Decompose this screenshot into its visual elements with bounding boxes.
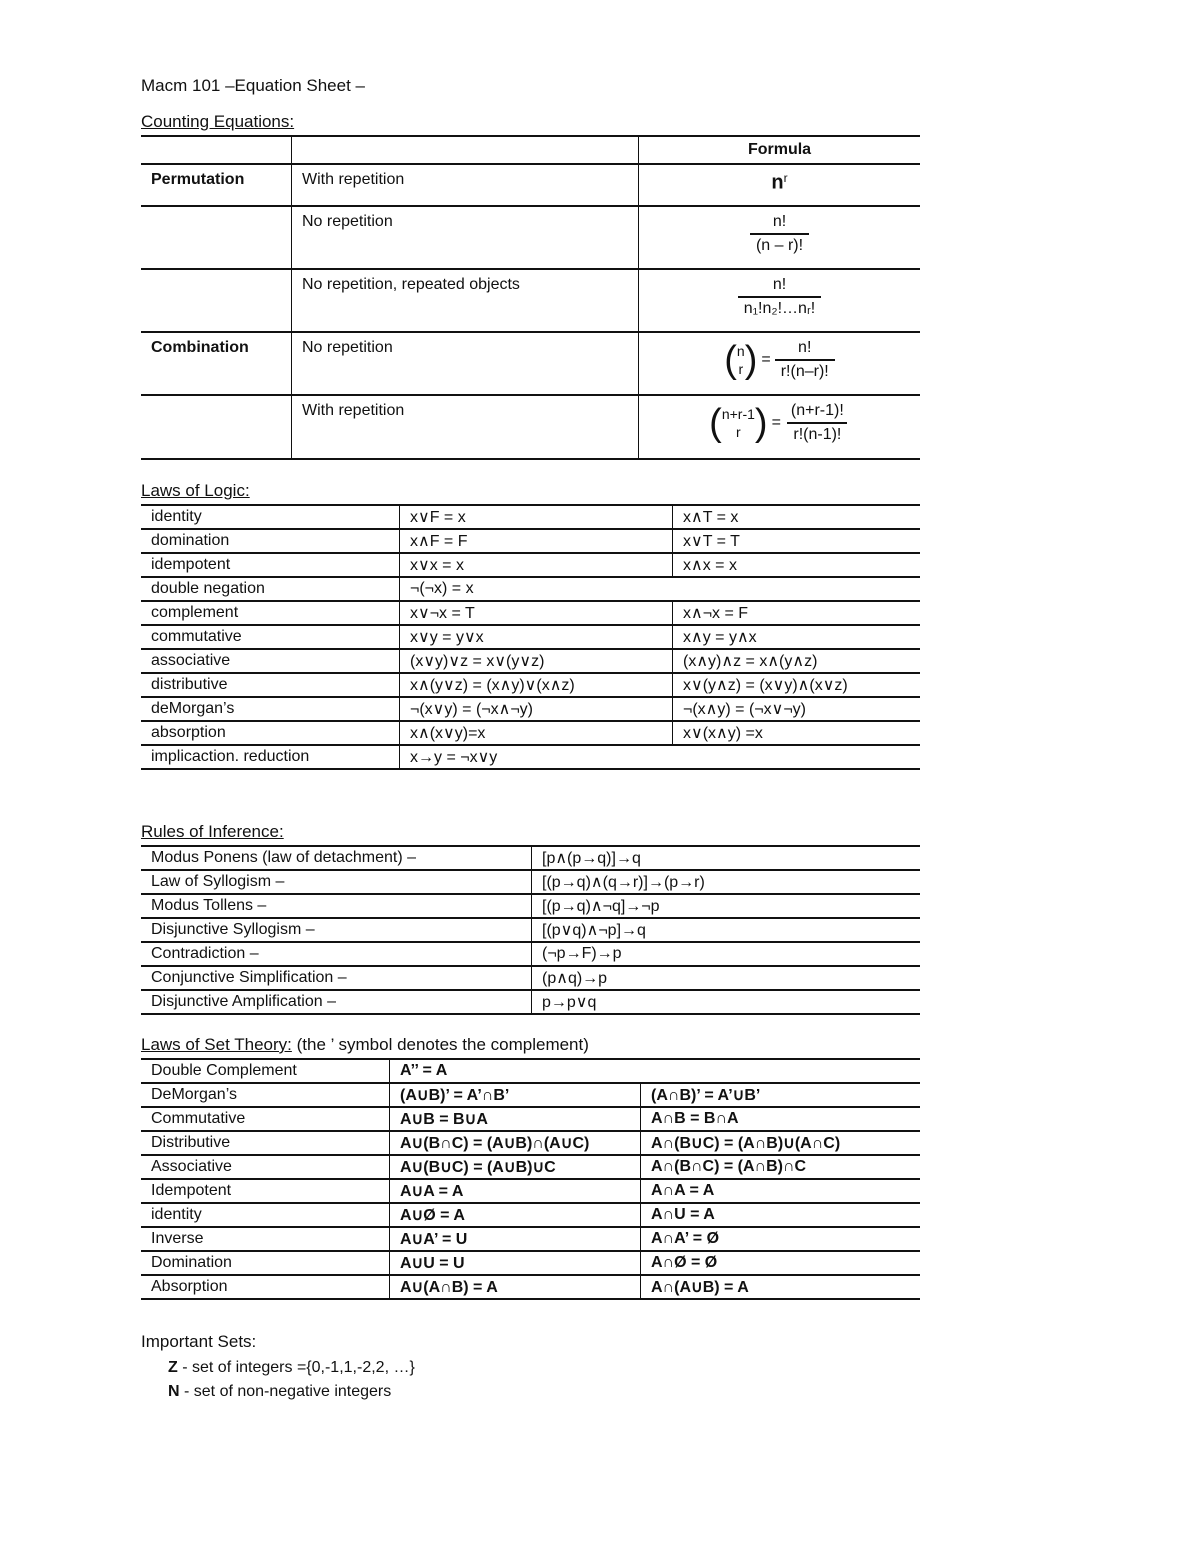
page-title: Macm 101 –Equation Sheet – xyxy=(141,76,365,95)
table-row xyxy=(141,966,920,990)
table-cell: [(p∨q)∧¬p]→q xyxy=(532,918,921,942)
table-cell: x∨(x∧y) =x xyxy=(673,721,921,745)
perm-with-rep-formula: $n^r$ xyxy=(639,164,921,206)
perm-rep-obj-formula: $\frac{n!}{\text{n₁!n₂!…nᵣ!}}$ xyxy=(639,269,921,332)
table-cell: Distributive xyxy=(141,1131,390,1155)
table-cell: A∪(B∪C) = (A∪B)∪C xyxy=(390,1155,641,1179)
table-row xyxy=(141,1059,920,1083)
table-cell: p→p∨q xyxy=(532,990,921,1014)
table-row xyxy=(141,990,920,1014)
table-cell: x∧(x∨y)=x xyxy=(400,721,673,745)
table-cell: Contradiction – xyxy=(141,942,532,966)
perm-no-rep-label: No repetition xyxy=(292,206,639,269)
table-cell: (p∧q)→p xyxy=(532,966,921,990)
table-cell: Inverse xyxy=(141,1227,390,1251)
table-cell: Idempotent xyxy=(141,1179,390,1203)
important-sets-heading: Important Sets: xyxy=(141,1332,257,1351)
perm-rep-obj-label: No repetition, repeated objects xyxy=(292,269,639,332)
perm-no-rep-formula: $\frac{n!}{(n - r)!}$ xyxy=(639,206,921,269)
table-cell: (A∩B)’ = A’∪B’ xyxy=(641,1083,921,1107)
table-cell: A∪U = U xyxy=(390,1251,641,1275)
table-row xyxy=(141,1131,920,1155)
table-row xyxy=(141,601,920,625)
table-cell: distributive xyxy=(141,673,400,697)
table-row xyxy=(141,1227,920,1251)
table-cell: complement xyxy=(141,601,400,625)
perm-with-rep-label: With repetition xyxy=(292,164,639,206)
table-cell: A∪Ø = A xyxy=(390,1203,641,1227)
table-cell: x∧x = x xyxy=(673,553,921,577)
table-cell: x∨(y∧z) = (x∨y)∧(x∨z) xyxy=(673,673,921,697)
table-cell: A∩(B∪C) = (A∩B)∪(A∩C) xyxy=(641,1131,921,1155)
important-sets-list xyxy=(168,1356,415,1404)
table-cell: Domination xyxy=(141,1251,390,1275)
table-cell: Disjunctive Amplification – xyxy=(141,990,532,1014)
table-cell: A∩B = B∩A xyxy=(641,1107,921,1131)
table-cell: idempotent xyxy=(141,553,400,577)
table-cell: Law of Syllogism – xyxy=(141,870,532,894)
table-cell: x∧¬x = F xyxy=(673,601,921,625)
table-cell: x∨y = y∨x xyxy=(400,625,673,649)
table-cell: implicaction. reduction xyxy=(141,745,400,769)
table-cell: associative xyxy=(141,649,400,673)
sets-heading-wrap xyxy=(141,1035,589,1055)
table-cell: ¬(x∨y) = (¬x∧¬y) xyxy=(400,697,673,721)
table-cell: x∨¬x = T xyxy=(400,601,673,625)
table-cell: x∧y = y∧x xyxy=(673,625,921,649)
logic-table xyxy=(141,504,920,770)
table-row xyxy=(141,942,920,966)
table-row xyxy=(141,673,920,697)
comb-no-rep-formula: ( n r ) = $\frac{n!}{r!(n-r)!}$ xyxy=(639,332,921,395)
table-row xyxy=(141,505,920,529)
table-cell: x→y = ¬x∨y xyxy=(400,745,921,769)
combination-label: Combination xyxy=(141,332,292,395)
table-row xyxy=(141,136,920,164)
table-cell: (x∧y)∧z = x∧(y∧z) xyxy=(673,649,921,673)
table-cell: A∪A’ = U xyxy=(390,1227,641,1251)
table-row xyxy=(141,1203,920,1227)
table-cell: commutative xyxy=(141,625,400,649)
table-cell: Modus Tollens – xyxy=(141,894,532,918)
table-row xyxy=(141,553,920,577)
table-row xyxy=(141,745,920,769)
table-row xyxy=(141,1155,920,1179)
table-row xyxy=(141,206,920,269)
table-cell: A∩U = A xyxy=(641,1203,921,1227)
table-row xyxy=(141,1275,920,1299)
table-row xyxy=(141,894,920,918)
table-cell: A∩(A∪B) = A xyxy=(641,1275,921,1299)
logic-heading: Laws of Logic: xyxy=(141,481,250,500)
comb-no-rep-label: No repetition xyxy=(292,332,639,395)
table-cell: (¬p→F)→p xyxy=(532,942,921,966)
table-cell: A∪(B∩C) = (A∪B)∩(A∪C) xyxy=(390,1131,641,1155)
table-cell: double negation xyxy=(141,577,400,601)
table-cell: Associative xyxy=(141,1155,390,1179)
table-cell: A∩A’ = Ø xyxy=(641,1227,921,1251)
table-cell: (A∪B)’ = A’∩B’ xyxy=(390,1083,641,1107)
table-cell: ¬(x∧y) = (¬x∨¬y) xyxy=(673,697,921,721)
list-item: Z - set of integers ={0,-1,1,-2,2, …} xyxy=(168,1359,415,1376)
inference-heading: Rules of Inference: xyxy=(141,822,284,841)
table-row xyxy=(141,332,920,395)
table-cell: A∩(B∩C) = (A∩B)∩C xyxy=(641,1155,921,1179)
table-cell: A∪B = B∪A xyxy=(390,1107,641,1131)
table-cell: DeMorgan’s xyxy=(141,1083,390,1107)
table-cell: domination xyxy=(141,529,400,553)
table-cell: identity xyxy=(141,1203,390,1227)
table-cell: deMorgan’s xyxy=(141,697,400,721)
sets-heading-note: (the ’ symbol denotes the complement) xyxy=(296,1035,589,1054)
table-cell: x∧T = x xyxy=(673,505,921,529)
table-cell: Commutative xyxy=(141,1107,390,1131)
table-row xyxy=(141,1107,920,1131)
table-cell: x∨F = x xyxy=(400,505,673,529)
table-cell: [(p→q)∧(q→r)]→(p→r) xyxy=(532,870,921,894)
counting-heading: Counting Equations: xyxy=(141,112,295,131)
table-cell: (x∨y)∨z = x∨(y∨z) xyxy=(400,649,673,673)
table-row xyxy=(141,846,920,870)
table-cell: x∧(y∨z) = (x∧y)∨(x∧z) xyxy=(400,673,673,697)
table-cell: Absorption xyxy=(141,1275,390,1299)
table-row xyxy=(141,625,920,649)
list-item: N - set of non-negative integers xyxy=(168,1383,392,1400)
table-row xyxy=(141,529,920,553)
table-row xyxy=(141,721,920,745)
table-row xyxy=(141,1251,920,1275)
table-cell: x∧F = F xyxy=(400,529,673,553)
table-row xyxy=(141,697,920,721)
counting-table xyxy=(141,135,920,460)
table-cell: A∪(A∩B) = A xyxy=(390,1275,641,1299)
table-row xyxy=(141,1179,920,1203)
permutation-label: Permutation xyxy=(141,164,292,206)
table-row xyxy=(141,395,920,459)
table-cell: A∪A = A xyxy=(390,1179,641,1203)
table-cell: A’’ = A xyxy=(390,1059,921,1083)
set-theory-table xyxy=(141,1058,920,1300)
table-row xyxy=(141,1083,920,1107)
table-cell: [(p→q)∧¬q]→¬p xyxy=(532,894,921,918)
table-cell: absorption xyxy=(141,721,400,745)
comb-with-rep-formula: ( n+r-1 r ) = $\frac{(n+r-1)!}{r!(n-1)!}$ xyxy=(639,395,921,459)
table-row xyxy=(141,870,920,894)
table-cell: Disjunctive Syllogism – xyxy=(141,918,532,942)
table-row xyxy=(141,269,920,332)
table-cell: A∩Ø = Ø xyxy=(641,1251,921,1275)
comb-with-rep-label: With repetition xyxy=(292,395,639,459)
table-cell: [p∧(p→q)]→q xyxy=(532,846,921,870)
table-cell: Conjunctive Simplification – xyxy=(141,966,532,990)
table-row xyxy=(141,164,920,206)
sets-heading: Laws of Set Theory: xyxy=(141,1035,292,1054)
table-cell: x∨T = T xyxy=(673,529,921,553)
table-cell: ¬(¬x) = x xyxy=(400,577,921,601)
table-row xyxy=(141,577,920,601)
table-cell: x∨x = x xyxy=(400,553,673,577)
table-cell: Double Complement xyxy=(141,1059,390,1083)
inference-table xyxy=(141,845,920,1015)
table-cell: Modus Ponens (law of detachment) – xyxy=(141,846,532,870)
table-row xyxy=(141,649,920,673)
table-cell: A∩A = A xyxy=(641,1179,921,1203)
table-row xyxy=(141,918,920,942)
formula-header: Formula xyxy=(639,136,921,164)
table-cell: identity xyxy=(141,505,400,529)
